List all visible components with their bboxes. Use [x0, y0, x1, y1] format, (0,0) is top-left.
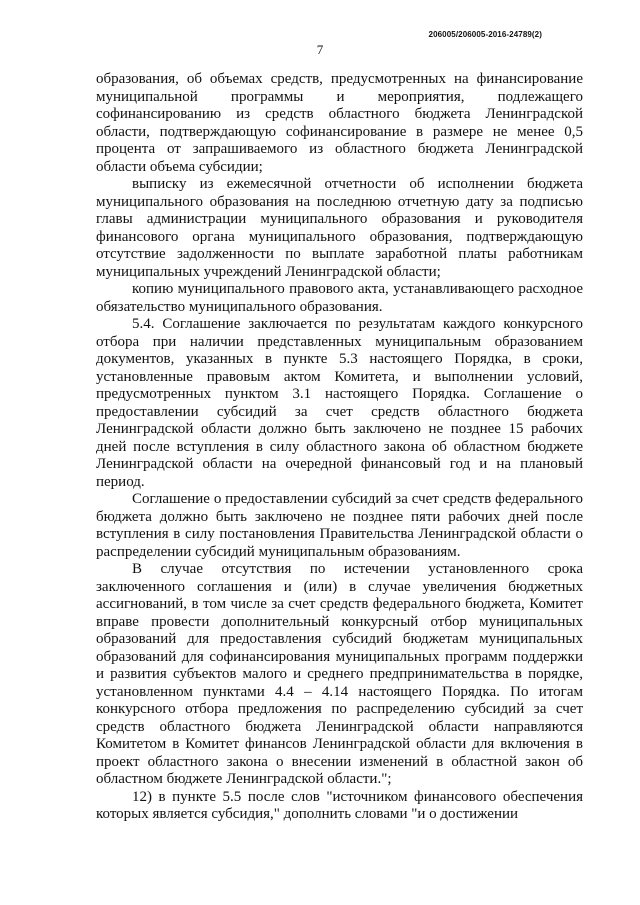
document-id: 206005/206005-2016-24789(2) — [428, 30, 542, 39]
paragraph: 12) в пункте 5.5 после слов "источником финансового обеспечения которых является субсидия," дополнить словами "и о достижении — [96, 788, 583, 822]
paragraph: В случае отсутствия по истечении установленного срока заключенного соглашения и (или) в случае увеличения бюджетных ассигнований, в том числе за счет средств федерального бюджета, Комитет вправе провести дополнительный конкурсный отбор муниципальных образований для предоставления субсидий бюджетам муниципальных образований для софинансирования муниципальных программ поддержки и развития субъектов малого и среднего предпринимательства в порядке, установленном пунктами 4.4 – 4.14 настоящего Порядка. По итогам конкурсного отбора предложения по распределению субсидий за счет средств областного бюджета Ленинградской области направляются Комитетом в Комитет финансов Ленинградской области для включения в проект областного закона о внесении изменений в областной закон об областном бюджете Ленинградской области."; — [96, 561, 583, 787]
paragraph: копию муниципального правового акта, устанавливающего расходное обязательство муниципального образования. — [96, 281, 583, 315]
paragraph: выписку из ежемесячной отчетности об исполнении бюджета муниципального образования на последнюю отчетную дату за подписью главы администрации муниципального образования и руководителя финансового органа муниципального образования, подтверждающую отсутствие задолженности по выплате заработной платы работникам муниципальных учреждений Ленинградской области; — [96, 176, 583, 280]
paragraph: 5.4. Соглашение заключается по результатам каждого конкурсного отбора при наличии представленных муниципальным образованием документов, указанных в пункте 5.3 настоящего Порядка, в сроки, установленные правовым актом Комитета, и выполнении условий, предусмотренных пунктом 3.1 настоящего Порядка. Соглашение о предоставлении субсидий за счет средств областного бюджета Ленинградской области должно быть заключено не позднее 15 рабочих дней после вступления в силу областного закона об областном бюджете Ленинградской области на очередной финансовый год и на плановый период. — [96, 316, 583, 490]
paragraph: Соглашение о предоставлении субсидий за счет средств федерального бюджета должно быть заключено не позднее пяти рабочих дней после вступления в силу постановления Правительства Ленинградской области о распределении субсидий муниципальным образованиям. — [96, 491, 583, 560]
document-body — [96, 71, 583, 824]
page-number: 7 — [316, 42, 324, 57]
paragraph: образования, об объемах средств, предусмотренных на финансирование муниципальной программы и мероприятия, подлежащего софинансированию из средств областного бюджета Ленинградской области, подтверждающую софинансирование в размере не менее 0,5 процента от запрашиваемого из областного бюджета Ленинградской области объема субсидии; — [96, 71, 583, 175]
